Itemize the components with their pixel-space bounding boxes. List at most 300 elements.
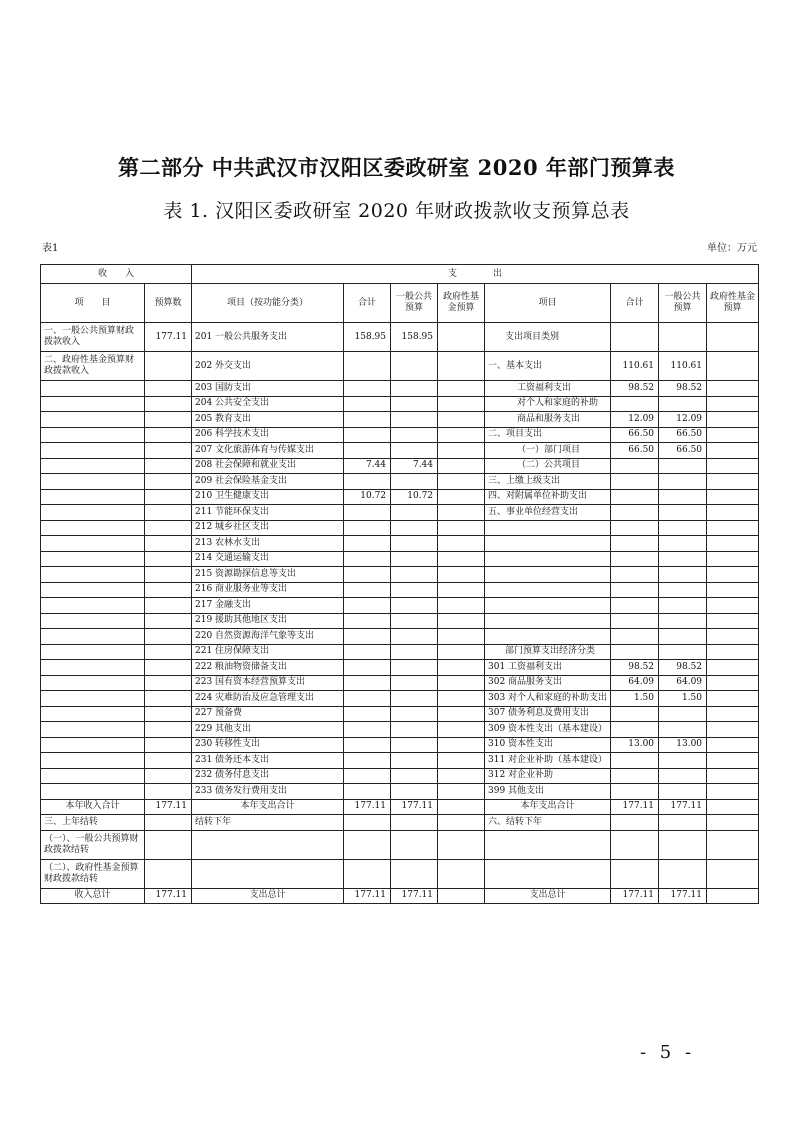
table-cell: 98.52 (611, 660, 659, 676)
table-cell (391, 722, 438, 738)
table-cell (391, 675, 438, 691)
table-cell: 177.11 (145, 323, 192, 352)
table-row (41, 352, 759, 381)
table-cell (438, 706, 485, 722)
table-cell (391, 859, 438, 888)
table-cell (659, 458, 707, 474)
table-row (41, 396, 759, 412)
table-cell: 本年收入合计 (41, 799, 145, 815)
table-cell (145, 551, 192, 567)
table-cell: 221 住房保障支出 (192, 644, 344, 660)
table-cell (344, 722, 391, 738)
table-cell (145, 505, 192, 521)
table-cell (438, 582, 485, 598)
table-cell (391, 737, 438, 753)
table-cell (438, 629, 485, 645)
table-cell (391, 582, 438, 598)
table-cell (707, 753, 759, 769)
table-cell (145, 567, 192, 583)
table-cell (659, 830, 707, 859)
table-cell: 219 援助其他地区支出 (192, 613, 344, 629)
table-cell (344, 582, 391, 598)
table-row (41, 768, 759, 784)
table-cell (707, 737, 759, 753)
table-cell (391, 706, 438, 722)
table-cell (391, 753, 438, 769)
col-total2: 合计 (611, 284, 659, 323)
table-cell (145, 768, 192, 784)
table-cell (707, 520, 759, 536)
table-row (41, 691, 759, 707)
table-row (41, 799, 759, 815)
table-cell (659, 536, 707, 552)
table-cell: 227 预备费 (192, 706, 344, 722)
table-cell (438, 691, 485, 707)
table-cell: 177.11 (611, 799, 659, 815)
expense-header: 支 出 (192, 265, 759, 284)
table-cell (438, 412, 485, 428)
table-cell (391, 427, 438, 443)
page-number: - 5 - (640, 1042, 696, 1063)
table-cell (485, 567, 611, 583)
table-cell: 229 其他支出 (192, 722, 344, 738)
table-cell: 66.50 (611, 443, 659, 459)
table-cell (145, 629, 192, 645)
col-general: 一般公共预算 (391, 284, 438, 323)
table-row (41, 458, 759, 474)
table-cell: 收入总计 (41, 888, 145, 904)
table-cell (438, 784, 485, 800)
table-cell (611, 644, 659, 660)
table-cell (707, 768, 759, 784)
table-cell (391, 691, 438, 707)
table-cell (344, 660, 391, 676)
table-cell (41, 753, 145, 769)
table-cell: 231 债务还本支出 (192, 753, 344, 769)
table-cell (659, 323, 707, 352)
table-cell (707, 381, 759, 397)
table-cell (707, 706, 759, 722)
table-cell (41, 691, 145, 707)
table-cell (145, 859, 192, 888)
table-row (41, 323, 759, 352)
table-cell (485, 551, 611, 567)
table-cell (344, 567, 391, 583)
table-cell: 本年支出合计 (192, 799, 344, 815)
page-title: 第二部分 中共武汉市汉阳区委政研室 2020 年部门预算表 (118, 155, 675, 180)
table-cell (438, 323, 485, 352)
table-cell: 158.95 (391, 323, 438, 352)
table-cell (344, 427, 391, 443)
table-cell (41, 737, 145, 753)
table-row (41, 567, 759, 583)
table-cell: 203 国防支出 (192, 381, 344, 397)
table-cell (438, 352, 485, 381)
table-cell (145, 737, 192, 753)
table-cell (41, 474, 145, 490)
table-cell (391, 381, 438, 397)
table-cell (659, 768, 707, 784)
table-cell: 三、上年结转 (41, 815, 145, 831)
table-cell: 177.11 (145, 799, 192, 815)
table-cell (41, 706, 145, 722)
table-cell (391, 505, 438, 521)
table-cell (391, 396, 438, 412)
table-cell (145, 815, 192, 831)
table-cell: 一、一般公共预算财政拨款收入 (41, 323, 145, 352)
table-cell: 220 自然资源海洋气象等支出 (192, 629, 344, 645)
table-cell (707, 458, 759, 474)
table-cell: 307 债务利息及费用支出 (485, 706, 611, 722)
table-cell: 部门预算支出经济分类 (485, 644, 611, 660)
table-label: 表1 (42, 243, 59, 254)
table-cell: 66.50 (659, 427, 707, 443)
table-cell (344, 830, 391, 859)
table-cell: 214 交通运输支出 (192, 551, 344, 567)
table-row (41, 474, 759, 490)
col-gov-fund2: 政府性基金预算 (707, 284, 759, 323)
table-cell (391, 613, 438, 629)
table-cell (391, 567, 438, 583)
table-cell (659, 753, 707, 769)
table-cell (485, 629, 611, 645)
table-cell: 205 教育支出 (192, 412, 344, 428)
table-cell (41, 784, 145, 800)
table-cell (707, 859, 759, 888)
table-row (41, 520, 759, 536)
table-cell: 230 转移性支出 (192, 737, 344, 753)
table-cell (707, 427, 759, 443)
table-cell (344, 551, 391, 567)
table-cell (438, 505, 485, 521)
table-cell (611, 598, 659, 614)
table-row (41, 784, 759, 800)
table-cell (707, 551, 759, 567)
table-cell (707, 323, 759, 352)
table-cell (707, 784, 759, 800)
table-cell (145, 582, 192, 598)
table-cell (344, 352, 391, 381)
table-cell (344, 691, 391, 707)
table-cell (707, 660, 759, 676)
table-cell: 399 其他支出 (485, 784, 611, 800)
table-cell (485, 582, 611, 598)
table-cell (611, 567, 659, 583)
table-cell (41, 644, 145, 660)
table-cell (659, 551, 707, 567)
table-cell (145, 412, 192, 428)
table-cell: 232 债务付息支出 (192, 768, 344, 784)
table-cell: 支出总计 (485, 888, 611, 904)
table-cell (707, 613, 759, 629)
table-cell (707, 675, 759, 691)
table-cell (41, 551, 145, 567)
table-cell (145, 660, 192, 676)
table-cell (192, 859, 344, 888)
table-cell (485, 859, 611, 888)
table-cell (145, 536, 192, 552)
table-cell: 208 社会保障和就业支出 (192, 458, 344, 474)
table-cell: 支出项目类别 (485, 323, 611, 352)
table-row (41, 443, 759, 459)
table-cell (41, 598, 145, 614)
table-cell: 对个人和家庭的补助 (485, 396, 611, 412)
budget-summary-table (40, 264, 759, 904)
table-cell: 110.61 (611, 352, 659, 381)
table-cell: 64.09 (659, 675, 707, 691)
table-cell: 13.00 (659, 737, 707, 753)
table-cell (145, 675, 192, 691)
table-cell (344, 753, 391, 769)
table-row (41, 660, 759, 676)
table-cell (344, 629, 391, 645)
table-cell (344, 536, 391, 552)
table-cell (438, 815, 485, 831)
table-cell (41, 629, 145, 645)
table-cell (41, 396, 145, 412)
table-cell (391, 598, 438, 614)
table-cell: 216 商业服务业等支出 (192, 582, 344, 598)
table-cell (659, 520, 707, 536)
table-cell (438, 675, 485, 691)
table-cell: 311 对企业补助（基本建设） (485, 753, 611, 769)
table-cell (611, 536, 659, 552)
table-cell (145, 352, 192, 381)
table-cell: 支出总计 (192, 888, 344, 904)
table-cell (438, 830, 485, 859)
table-cell (41, 675, 145, 691)
table-cell (707, 412, 759, 428)
table-cell (707, 567, 759, 583)
table-cell: 177.11 (344, 888, 391, 904)
table-cell (485, 536, 611, 552)
table-cell (41, 458, 145, 474)
table-cell (145, 691, 192, 707)
table-cell (611, 722, 659, 738)
table-cell: 204 公共安全支出 (192, 396, 344, 412)
table-cell: 7.44 (344, 458, 391, 474)
table-cell: 309 资本性支出（基本建设） (485, 722, 611, 738)
table-cell: 10.72 (391, 489, 438, 505)
table-cell (611, 706, 659, 722)
table-cell (707, 536, 759, 552)
table-cell (611, 551, 659, 567)
table-cell (611, 768, 659, 784)
table-cell (344, 768, 391, 784)
col-total: 合计 (344, 284, 391, 323)
table-row (41, 830, 759, 859)
table-cell (659, 629, 707, 645)
table-cell (344, 706, 391, 722)
table-cell (611, 613, 659, 629)
table-cell: （一）部门项目 (485, 443, 611, 459)
table-cell (438, 859, 485, 888)
table-cell: 158.95 (344, 323, 391, 352)
table-cell: （二）公共项目 (485, 458, 611, 474)
table-cell (391, 629, 438, 645)
table-cell (344, 505, 391, 521)
table-cell: 64.09 (611, 675, 659, 691)
table-row (41, 629, 759, 645)
table-cell: 13.00 (611, 737, 659, 753)
table-cell: 五、事业单位经营支出 (485, 505, 611, 521)
table-cell (145, 474, 192, 490)
table-cell (41, 505, 145, 521)
table-cell (344, 644, 391, 660)
table-cell (145, 784, 192, 800)
table-cell (659, 722, 707, 738)
table-cell (145, 598, 192, 614)
table-cell (344, 381, 391, 397)
table-cell (391, 443, 438, 459)
table-cell (659, 613, 707, 629)
table-cell (41, 613, 145, 629)
table-row (41, 613, 759, 629)
col-item2: 项目 (485, 284, 611, 323)
table-cell (41, 582, 145, 598)
table-cell (438, 737, 485, 753)
table-cell (41, 520, 145, 536)
table-cell (438, 427, 485, 443)
table-cell (41, 427, 145, 443)
table-cell (438, 660, 485, 676)
table-cell (145, 458, 192, 474)
table-cell (659, 505, 707, 521)
table-row (41, 815, 759, 831)
table-cell (391, 784, 438, 800)
table-cell (145, 443, 192, 459)
table-cell (611, 458, 659, 474)
table-cell: （二）、政府性基金预算财政拨款结转 (41, 859, 145, 888)
table-cell (391, 830, 438, 859)
table-cell (391, 474, 438, 490)
table-cell (485, 520, 611, 536)
table-cell (344, 396, 391, 412)
table-cell (659, 582, 707, 598)
table-cell: （一）、一般公共预算财政拨款结转 (41, 830, 145, 859)
table-cell (707, 629, 759, 645)
table-cell (611, 323, 659, 352)
table-row (41, 427, 759, 443)
table-cell (41, 536, 145, 552)
table-cell (41, 722, 145, 738)
table-cell: 结转下年 (192, 815, 344, 831)
table-cell: 177.11 (659, 888, 707, 904)
table-cell (707, 644, 759, 660)
table-cell (438, 443, 485, 459)
table-row (41, 737, 759, 753)
table-cell: 1.50 (659, 691, 707, 707)
unit-label: 单位：万元 (707, 243, 757, 254)
table-cell (344, 737, 391, 753)
table-cell (145, 613, 192, 629)
table-cell: 310 资本性支出 (485, 737, 611, 753)
table-cell (391, 768, 438, 784)
table-cell (438, 474, 485, 490)
table-row (41, 412, 759, 428)
table-cell (438, 536, 485, 552)
table-cell: 98.52 (659, 381, 707, 397)
table-cell: 303 对个人和家庭的补助支出 (485, 691, 611, 707)
table-cell: 312 对企业补助 (485, 768, 611, 784)
table-cell: 10.72 (344, 489, 391, 505)
table-cell (344, 474, 391, 490)
table-cell: 302 商品服务支出 (485, 675, 611, 691)
table-cell (438, 799, 485, 815)
table-cell (145, 830, 192, 859)
table-cell (344, 598, 391, 614)
table-cell (659, 598, 707, 614)
table-cell: 98.52 (611, 381, 659, 397)
table-cell: 7.44 (391, 458, 438, 474)
table-cell (707, 598, 759, 614)
table-cell (611, 784, 659, 800)
table-cell: 206 科学技术支出 (192, 427, 344, 443)
table-row (41, 536, 759, 552)
table-cell (707, 489, 759, 505)
table-cell (145, 753, 192, 769)
table-cell (611, 815, 659, 831)
table-cell: 12.09 (659, 412, 707, 428)
table-cell (611, 396, 659, 412)
table-cell: 177.11 (344, 799, 391, 815)
table-subtitle: 表 1. 汉阳区委政研室 2020 年财政拨款收支预算总表 (163, 200, 630, 222)
col-gov-fund: 政府性基金预算 (438, 284, 485, 323)
table-cell (485, 613, 611, 629)
table-cell (391, 352, 438, 381)
table-cell (438, 396, 485, 412)
table-cell (41, 489, 145, 505)
table-cell: 177.11 (391, 888, 438, 904)
table-cell (611, 753, 659, 769)
col-budget: 预算数 (145, 284, 192, 323)
table-cell (145, 706, 192, 722)
table-cell: 一、基本支出 (485, 352, 611, 381)
table-cell (707, 505, 759, 521)
table-row (41, 675, 759, 691)
table-cell: 177.11 (145, 888, 192, 904)
table-cell: 商品和服务支出 (485, 412, 611, 428)
table-cell (707, 396, 759, 412)
table-cell (438, 489, 485, 505)
table-cell (485, 598, 611, 614)
table-cell: 210 卫生健康支出 (192, 489, 344, 505)
table-cell (344, 815, 391, 831)
table-cell (438, 458, 485, 474)
table-cell: 12.09 (611, 412, 659, 428)
table-cell (391, 536, 438, 552)
table-row (41, 706, 759, 722)
table-cell (611, 489, 659, 505)
table-cell (707, 691, 759, 707)
table-cell (438, 598, 485, 614)
table-row (41, 859, 759, 888)
table-cell (611, 629, 659, 645)
table-cell: 二、政府性基金预算财政拨款收入 (41, 352, 145, 381)
table-cell (659, 489, 707, 505)
table-cell (438, 613, 485, 629)
table-cell: 工资福利支出 (485, 381, 611, 397)
table-row (41, 644, 759, 660)
table-cell: 202 外交支出 (192, 352, 344, 381)
table-cell (659, 859, 707, 888)
table-cell: 二、项目支出 (485, 427, 611, 443)
table-cell: 66.50 (659, 443, 707, 459)
table-body (41, 323, 759, 904)
table-cell (438, 753, 485, 769)
table-cell (41, 768, 145, 784)
table-cell: 209 社会保险基金支出 (192, 474, 344, 490)
